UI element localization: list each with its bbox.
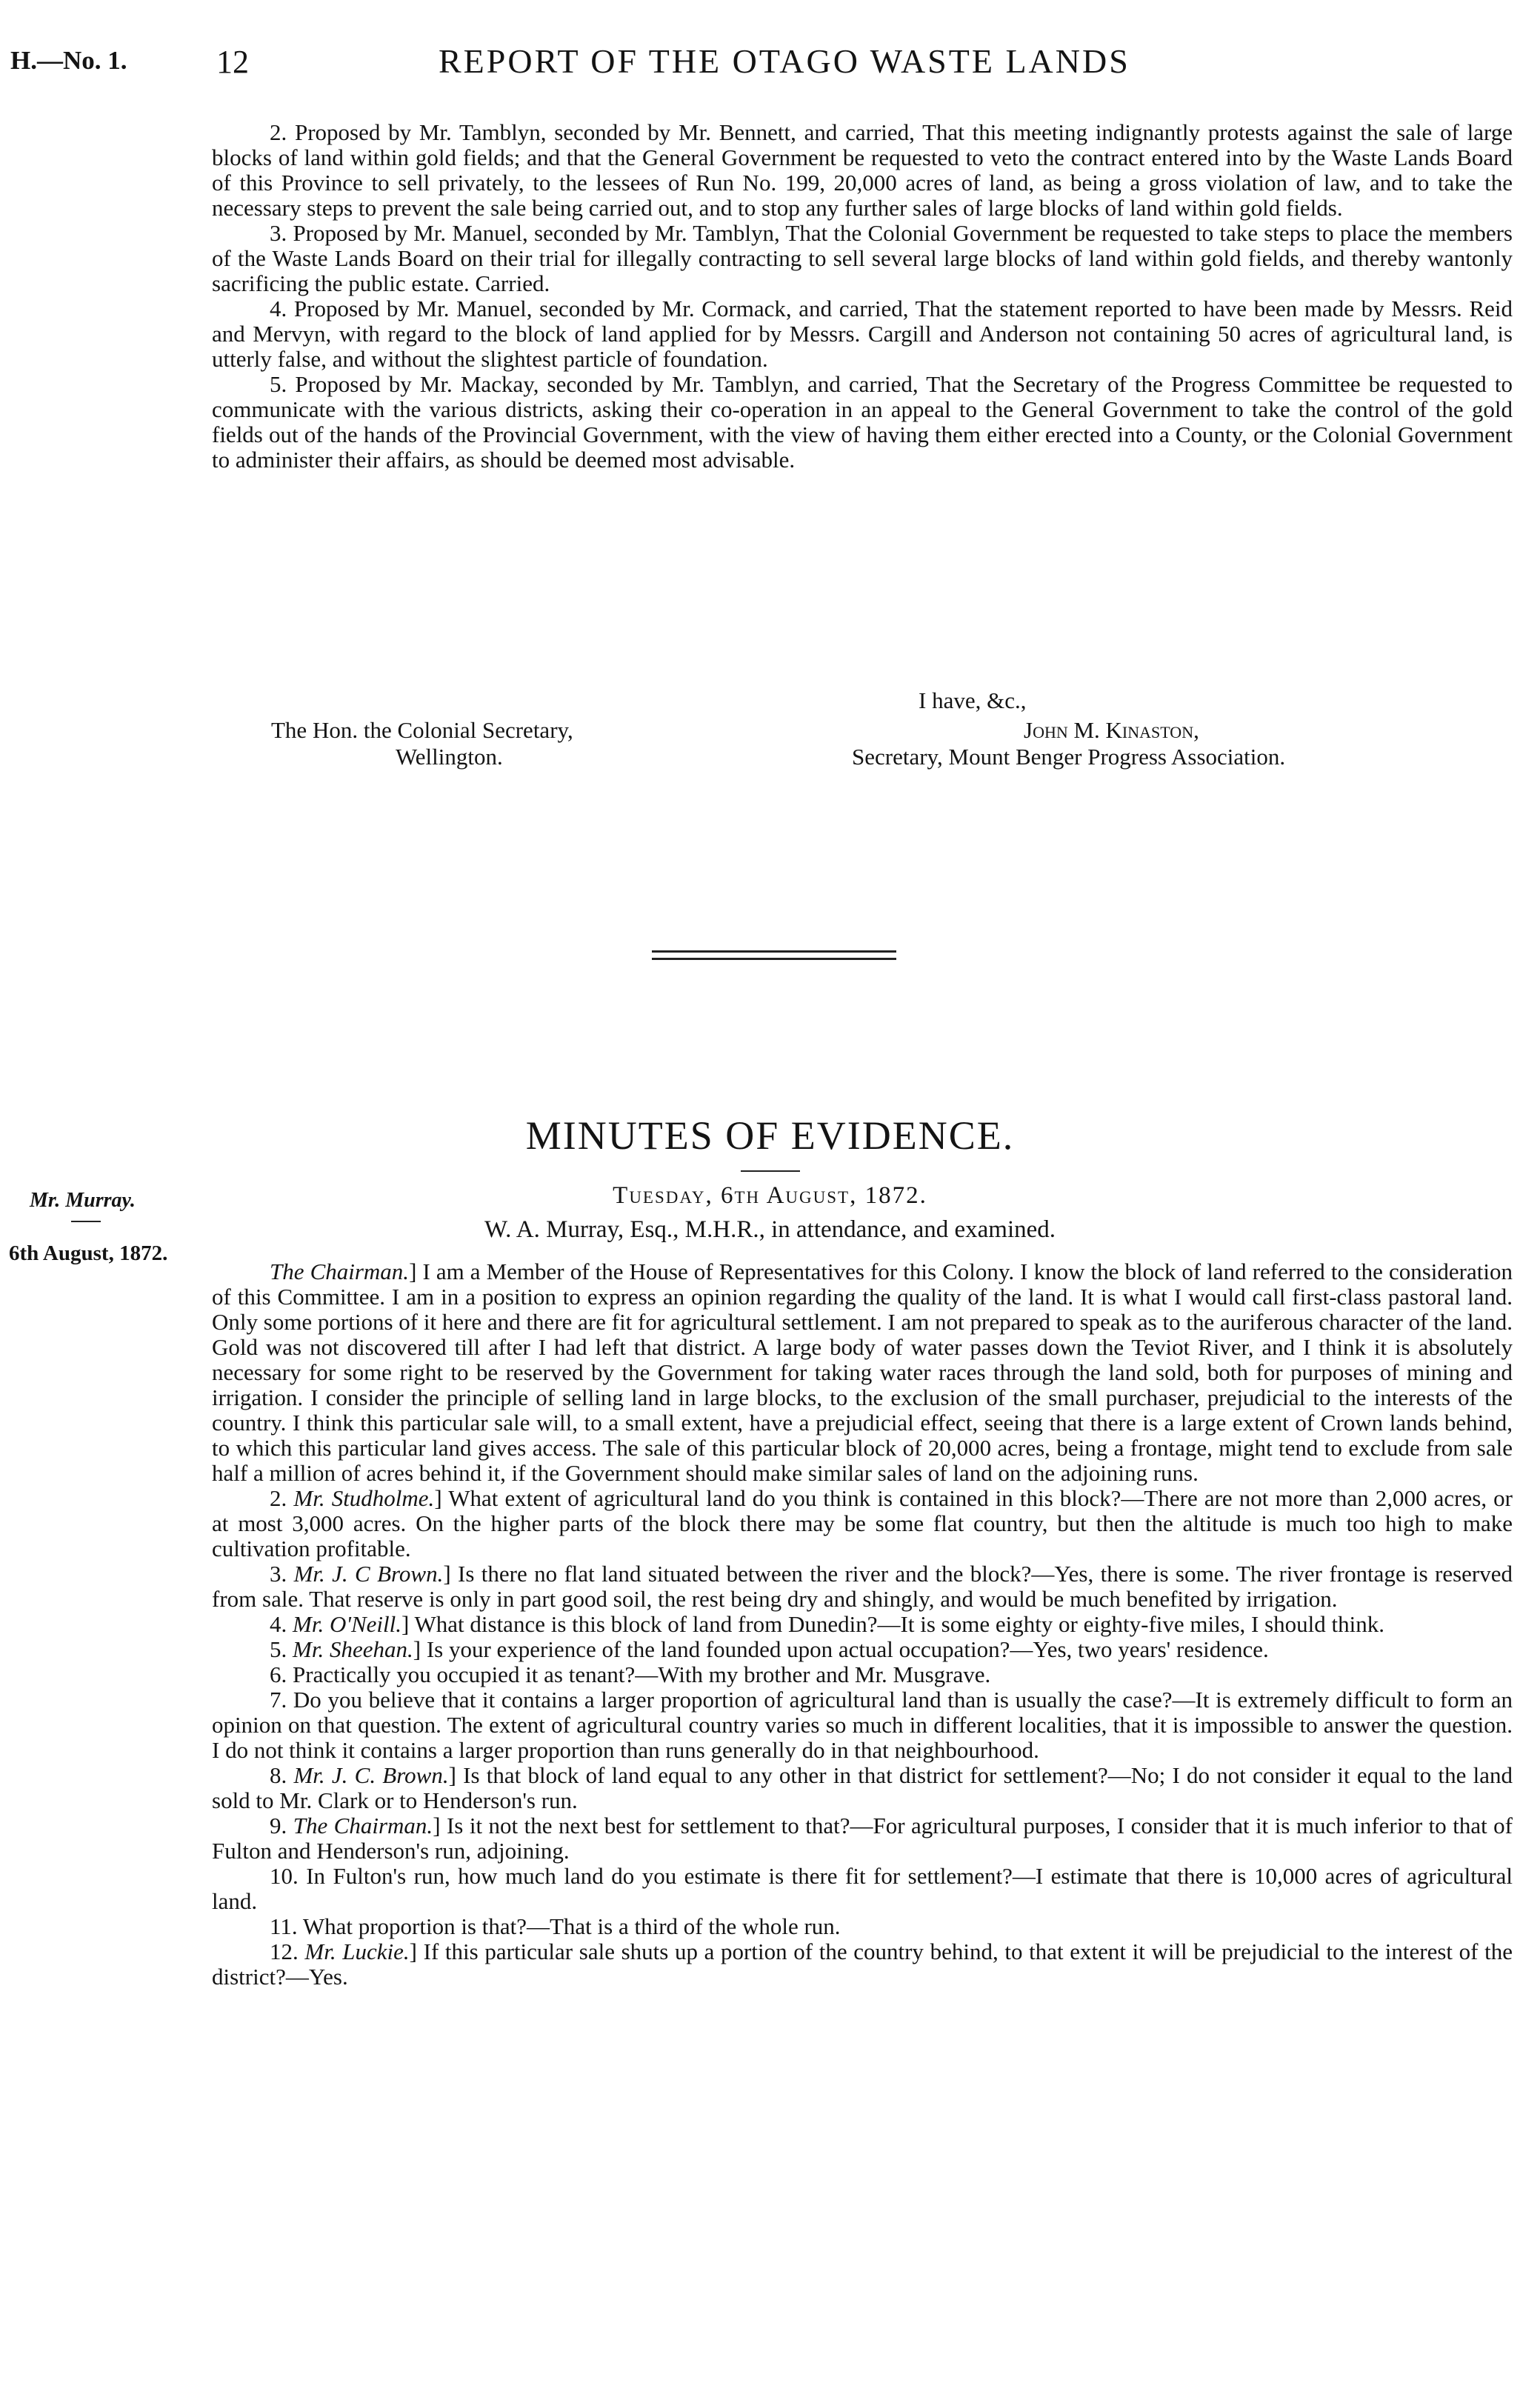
evidence-entry: 7. Do you believe that it contains a larger proportion of agricultural land than is usually the case?—It is extremely difficult to form an opinion on that question. The extent of agricultural country varies so much in different localities, that it is impossible to answer the question. I do not think it contains a larger proportion than runs generally do in that neighbourhood. xyxy=(212,1687,1513,1763)
meeting-date: Tuesday, 6th August, 1872. xyxy=(613,1182,927,1209)
evidence-entry: 9. The Chairman.] Is it not the next best for settlement to that?—For agricultural purposes, I consider that it is much inferior to that of Fulton and Henderson's run, adjoining. xyxy=(212,1813,1513,1864)
addressee-line-2: Wellington. xyxy=(396,744,503,770)
evidence-entry: 3. Mr. J. C Brown.] Is there no flat land situated between the river and the block?—Yes, there is some. The river frontage is reserved from sale. That reserve is only in part good soil, the rest being dry and shingly, and would be much benefited by irrigation. xyxy=(212,1561,1513,1612)
resolution-3: 3. Proposed by Mr. Manuel, seconded by Mr. Tamblyn, That the Colonial Government be requested to take steps to place the members of the Waste Lands Board on their trial for illegally contracting to sell several large blocks of land within gold fields, and thereby wantonly sacrificing the public estate. Carried. xyxy=(212,220,1513,296)
evidence-entry: The Chairman.] I am a Member of the House of Representatives for this Colony. I know the block of land referred to the consideration of this Committee. I am in a position to express an opinion regarding the quality of the land. It is what I would call first-class pastoral land. Only some portions of it here and there are fit for agricultural settlement. I am not prepared to speak as to the auriferous character of the land. Gold was not discovered till after I had left that district. A large body of water passes down the Teviot River, and I think it is absolutely necessary for some right to be reserved by the Government for taking water races through the land sold, both for purposes of mining and irrigation. I consider the principle of selling land in large blocks, to the exclusion of the small purchaser, prejudicial to the interests of the country. I think this particular sale will, to a small extent, have a prejudicial effect, seeing that there is a large extent of Crown lands behind, to which this particular land gives access. The sale of this particular block of 20,000 acres, being a frontage, might tend to exclude from sale half a million of acres behind it, if the Government should make similar sales of land on the adjoining runs. xyxy=(212,1258,1513,1486)
speaker: Mr. J. C. Brown. xyxy=(293,1762,449,1788)
speaker: Mr. Luckie. xyxy=(304,1938,410,1964)
evidence-entry: 11. What proportion is that?—That is a third of the whole run. xyxy=(270,1913,841,1939)
speaker: The Chairman. xyxy=(293,1813,433,1838)
resolution-5: 5. Proposed by Mr. Mackay, seconded by Mr. Tamblyn, and carried, That the Secretary of the Progress Committee be requested to communicate with the various districts, asking their co-operation in an appeal to the General Government to take the control of the gold fields out of the hands of the Provincial Government, with the view of having them either erected into a County, or the Colonial Government to administer their affairs, as should be deemed most advisable. xyxy=(212,371,1513,473)
resolution-2: 2. Proposed by Mr. Tamblyn, seconded by Mr. Bennett, and carried, That this meeting indignantly protests against the sale of large blocks of land within gold fields; and that the General Government be requested to veto the contract entered into by the Waste Lands Board of this Province to sell privately, to the lessees of Run No. 199, 20,000 acres of land, as being a gross violation of law, and to take the necessary steps to prevent the sale being carried out, and to stop any further sales of large blocks of land within gold fields. xyxy=(212,119,1513,221)
page-number: 12 xyxy=(216,44,249,80)
evidence-entry: 10. In Fulton's run, how much land do you estimate is there fit for settlement?—I estimate that there is 10,000 acres of agricultural land. xyxy=(212,1863,1513,1914)
minutes-heading: MINUTES OF EVIDENCE. xyxy=(525,1113,1015,1158)
separator-rule-top xyxy=(652,950,896,953)
speaker: Mr. J. C Brown. xyxy=(293,1561,444,1587)
heading-underline xyxy=(741,1170,800,1172)
evidence-entry: 4. Mr. O'Neill.] What distance is this block of land from Dunedin?—It is some eighty or eighty-five miles, I should think. xyxy=(270,1611,1385,1637)
letter-body xyxy=(212,120,1513,473)
evidence-entry: 5. Mr. Sheehan.] Is your experience of the land founded upon actual occupation?—Yes, two years' residence. xyxy=(270,1636,1269,1662)
margin-date: 6th August, 1872. xyxy=(9,1241,168,1265)
margin-witness-name: Mr. Murray. xyxy=(30,1189,136,1212)
evidence-entry: 12. Mr. Luckie.] If this particular sale shuts up a portion of the country behind, to that extent it will be prejudicial to the interest of the district?—Yes. xyxy=(212,1938,1513,1990)
witness-line: W. A. Murray, Esq., M.H.R., in attendance, and examined. xyxy=(484,1216,1056,1243)
evidence-body xyxy=(212,1259,1513,1990)
speaker: Mr. Studholme. xyxy=(293,1485,435,1511)
speaker: The Chairman. xyxy=(270,1258,410,1284)
margin-divider xyxy=(71,1221,101,1222)
resolution-4: 4. Proposed by Mr. Manuel, seconded by Mr. Cormack, and carried, That the statement reported to have been made by Messrs. Reid and Mervyn, with regard to the block of land applied for by Messrs. Cargill and Anderson not containing 50 acres of agricultural land, is utterly false, and without the slightest particle of foundation. xyxy=(212,296,1513,372)
page-title: REPORT OF THE OTAGO WASTE LANDS xyxy=(439,42,1130,80)
speaker: Mr. O'Neill. xyxy=(293,1611,401,1637)
addressee-line-1: The Hon. the Colonial Secretary, xyxy=(271,717,573,743)
signatory-name: John M. Kinaston, xyxy=(1024,717,1199,743)
evidence-entry: 6. Practically you occupied it as tenant?—With my brother and Mr. Musgrave. xyxy=(270,1661,991,1687)
speaker: Mr. Sheehan. xyxy=(293,1636,413,1662)
separator-rule-bottom xyxy=(652,958,896,960)
evidence-entry: 2. Mr. Studholme.] What extent of agricultural land do you think is contained in this block?—There are not more than 2,000 acres, or at most 3,000 acres. On the higher parts of the block there may be some flat country, but then the altitude is much too high to make cultivation profitable. xyxy=(212,1485,1513,1561)
document-code: H.—No. 1. xyxy=(10,46,127,75)
evidence-entry: 8. Mr. J. C. Brown.] Is that block of land equal to any other in that district for settlement?—No; I do not consider it equal to the land sold to Mr. Clark or to Henderson's run. xyxy=(212,1762,1513,1813)
letter-closing: I have, &c., xyxy=(919,687,1027,713)
signatory-title: Secretary, Mount Benger Progress Association. xyxy=(852,744,1286,770)
